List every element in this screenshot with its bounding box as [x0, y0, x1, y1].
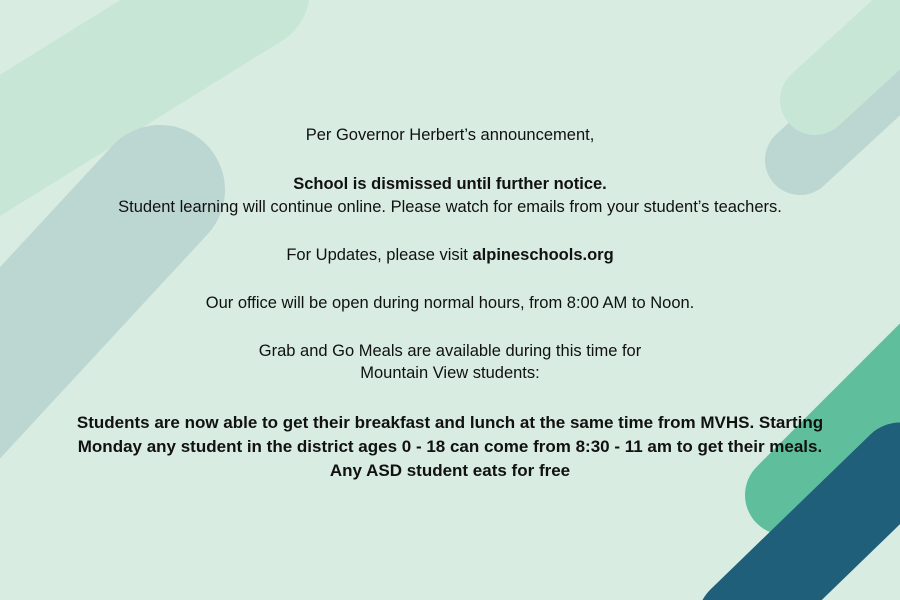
meals-detail-line-3: Any ASD student eats for free — [329, 461, 571, 480]
office-hours-text: Our office will be open during normal hours, from 8:00 AM to Noon. — [205, 294, 695, 312]
meals-detail-line-1: Students are now able to get their breakfast and lunch at the same time from MVHS. Starting — [76, 413, 824, 432]
online-learning-text: Student learning will continue online. Please watch for emails from your student’s teachers. — [118, 198, 782, 216]
updates-prefix: For Updates, please visit — [286, 246, 473, 264]
intro-text: Per Governor Herbert’s announcement, — [305, 126, 595, 144]
dismissal-notice: School is dismissed until further notice. — [293, 175, 607, 193]
updates-line — [0, 244, 900, 266]
meals-line-2: Mountain View students: — [360, 364, 540, 382]
meals-detail-line-2: Monday any student in the district ages 0 - 18 can come from 8:30 - 11 am to get their meals. — [77, 437, 823, 456]
meals-line-1: Grab and Go Meals are available during this time for — [258, 342, 642, 360]
updates-link[interactable]: alpineschools.org — [472, 246, 614, 264]
